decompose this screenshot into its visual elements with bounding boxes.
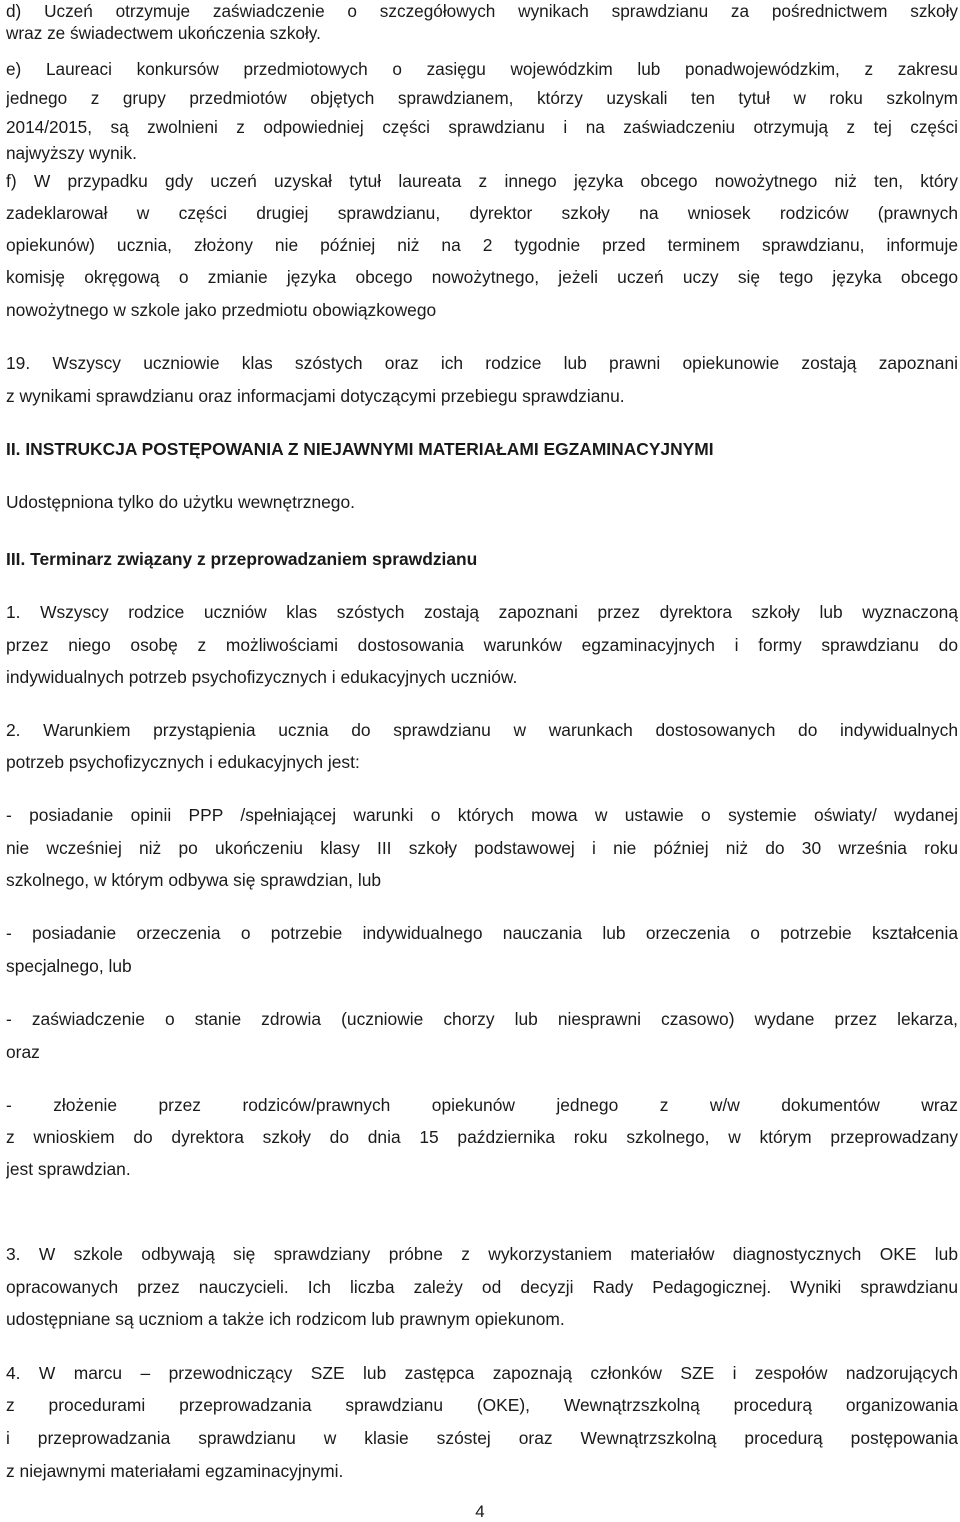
item-2-line: 2. Warunkiem przystąpienia ucznia do sprawdzianu w warunkach dostosowanych do indywidualnych — [6, 720, 958, 740]
item-4-line: z procedurami przeprowadzania sprawdzianu (OKE), Wewnątrzszkolną procedurą organizowania — [6, 1395, 958, 1415]
condition-opinion-line: szkolnego, w którym odbywa się sprawdzian, lub — [6, 870, 382, 890]
paragraph-d-line: d) Uczeń otrzymuje zaświadczenie o szczegółowych wynikach sprawdzianu za pośrednictwem szkoły — [6, 1, 958, 21]
item-2-line: potrzeb psychofizycznych i edukacyjnych jest: — [6, 752, 360, 772]
condition-ruling-line: - posiadanie orzeczenia o potrzebie indywidualnego nauczania lub orzeczenia o potrzebie kształcenia — [6, 923, 958, 943]
condition-submission-line: z wnioskiem do dyrektora szkoły do dnia 15 października roku szkolnego, w którym przeprowadzany — [6, 1127, 958, 1147]
condition-health-line: - zaświadczenie o stanie zdrowia (uczniowie chorzy lub niesprawni czasowo) wydane przez lekarza, — [6, 1009, 958, 1029]
paragraph-e-line: 2014/2015, są zwolnieni z odpowiedniej części sprawdzianu i na zaświadczeniu otrzymują z tej części — [6, 117, 958, 137]
paragraph-f-line: nowożytnego w szkole jako przedmiotu obowiązkowego — [6, 300, 437, 320]
item-1-line: przez niego osobę z możliwościami dostosowania warunków egzaminacyjnych i formy sprawdzianu do — [6, 635, 958, 655]
paragraph-f-line: komisję okręgową o zmianie języka obcego nowożytnego, jeżeli uczeń uczy się tego języka obcego — [6, 267, 958, 287]
condition-health-line: oraz — [6, 1042, 40, 1062]
paragraph-e-line: e) Laureaci konkursów przedmiotowych o zasięgu wojewódzkim lub ponadwojewódzkim, z zakresu — [6, 59, 958, 79]
item-4-line: i przeprowadzania sprawdzianu w klasie szóstej oraz Wewnątrzszkolną procedurą postępowania — [6, 1428, 958, 1448]
paragraph-f-line: opiekunów) ucznia, złożony nie później niż na 2 tygodnie przed terminem sprawdzianu, informuje — [6, 235, 958, 255]
paragraph-e-line: najwyższy wynik. — [6, 143, 137, 163]
item-4-line: z niejawnymi materiałami egzaminacyjnymi. — [6, 1461, 344, 1481]
page-number: 4 — [475, 1502, 485, 1521]
condition-submission-line: - złożenie przez rodziców/prawnych opiekunów jednego z w/w dokumentów wraz — [6, 1095, 958, 1115]
paragraph-f-line: zadeklarował w części drugiej sprawdzianu, dyrektor szkoły na wniosek rodziców (prawnych — [6, 203, 958, 223]
paragraph-e-line: jednego z grupy przedmiotów objętych sprawdzianem, którzy uzyskali ten tytuł w roku szkolnym — [6, 88, 958, 108]
condition-opinion-line: - posiadanie opinii PPP /spełniającej warunki o których mowa w ustawie o systemie oświaty/ wydanej — [6, 805, 958, 825]
section-iii-heading: III. Terminarz związany z przeprowadzaniem sprawdzianu — [6, 549, 478, 569]
section-ii-heading: II. INSTRUKCJA POSTĘPOWANIA Z NIEJAWNYMI MATERIAŁAMI EGZAMINACYJNYMI — [6, 439, 714, 459]
condition-opinion-line: nie wcześniej niż po ukończeniu klasy III szkoły podstawowej i nie później niż do 30 września roku — [6, 838, 958, 858]
item-3-line: udostępniane są uczniom a także ich rodzicom lub prawnym opiekunom. — [6, 1309, 565, 1329]
item-3-line: 3. W szkole odbywają się sprawdziany próbne z wykorzystaniem materiałów diagnostycznych OKE lub — [6, 1244, 958, 1264]
item-4-line: 4. W marcu – przewodniczący SZE lub zastępca zapoznają członków SZE i zespołów nadzorujących — [6, 1363, 958, 1383]
paragraph-d-line: wraz ze świadectwem ukończenia szkoły. — [6, 23, 321, 43]
item-1-line: 1. Wszyscy rodzice uczniów klas szóstych zostają zapoznani przez dyrektora szkoły lub wyznaczoną — [6, 602, 958, 622]
condition-submission-line: jest sprawdzian. — [6, 1159, 131, 1179]
condition-ruling-line: specjalnego, lub — [6, 956, 132, 976]
paragraph-19-line: z wynikami sprawdzianu oraz informacjami dotyczącymi przebiegu sprawdzianu. — [6, 386, 625, 406]
paragraph-f-line: f) W przypadku gdy uczeń uzyskał tytuł laureata z innego języka obcego nowożytnego niż ten, który — [6, 171, 958, 191]
paragraph-19-line: 19. Wszyscy uczniowie klas szóstych oraz ich rodzice lub prawni opiekunowie zostają zapoznani — [6, 353, 958, 373]
item-1-line: indywidualnych potrzeb psychofizycznych i edukacyjnych uczniów. — [6, 667, 518, 687]
restricted-note: Udostępniona tylko do użytku wewnętrznego. — [6, 492, 355, 512]
item-3-line: opracowanych przez nauczycieli. Ich liczba zależy od decyzji Rady Pedagogicznej. Wyniki sprawdzianu — [6, 1277, 958, 1297]
